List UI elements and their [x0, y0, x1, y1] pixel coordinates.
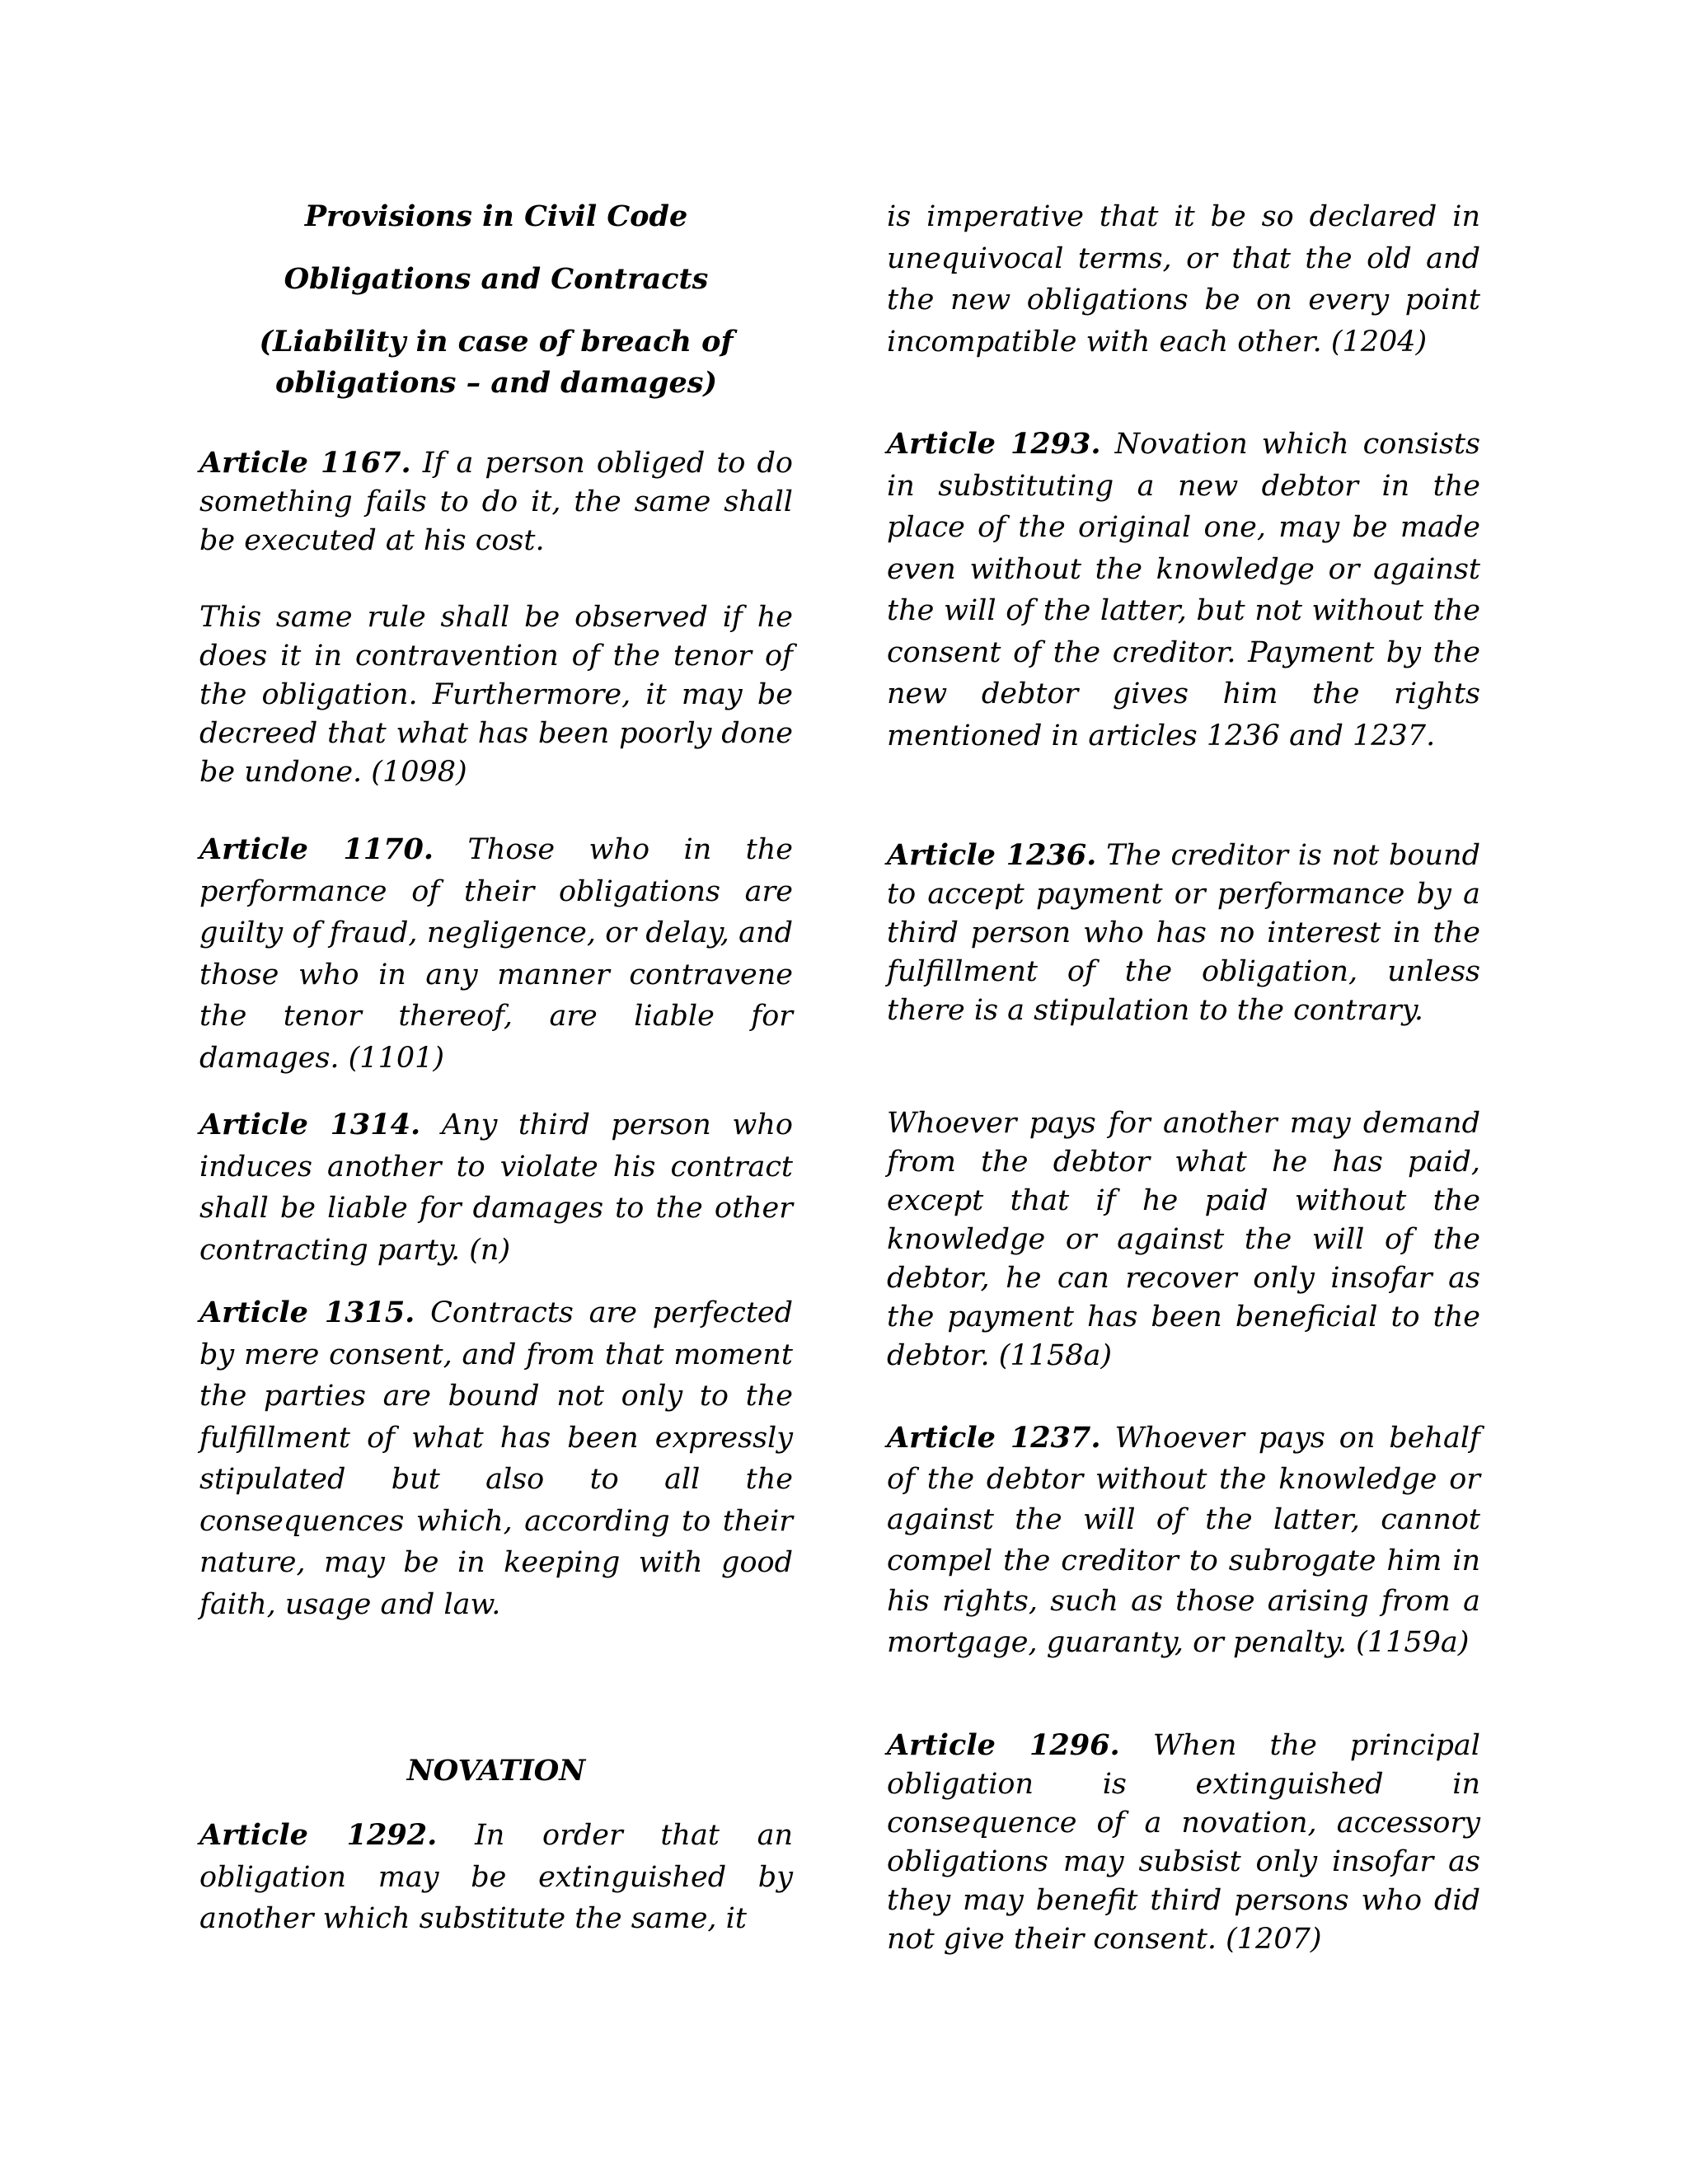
article-1292-text: In order that an obligation may be extinguished by another which substitute the same, it — [199, 1819, 793, 1935]
article-1315 — [199, 1292, 793, 1625]
document-subtitle: Obligations and Contracts — [284, 262, 709, 296]
article-1167-label: Article 1167. — [199, 446, 411, 480]
article-1292 — [199, 1815, 793, 1940]
article-1296-text: When the principal obligation is extinguished in consequence of a novation, accessory obligations may subsist only insofar as they may benefit third persons who did not give their consent. (1207) — [887, 1729, 1480, 1956]
article-1292-continued: is imperative that it be so declared in unequivocal terms, or that the old and the new obligations be on every point incompatible with each other. (1204) — [887, 200, 1480, 359]
article-1170 — [199, 829, 793, 1079]
article-1236 — [887, 836, 1480, 1030]
article-1296-label: Article 1296. — [887, 1728, 1120, 1762]
article-1170-text: Those who in the performance of their obligations are guilty of fraud, negligence, or delay, and those who in any manner contravene the tenor thereof, are liable for damages. (1101) — [199, 833, 794, 1075]
novation-heading: NOVATION — [406, 1754, 586, 1788]
article-1293 — [887, 424, 1480, 757]
article-1170-label: Article 1170. — [199, 832, 434, 866]
article-1315-text: Contracts are perfected by mere consent, and from that moment the parties are bound not only to the fulfillment of what has been expressly stipulated but also to all the consequences which, according to their nature, may be in keeping with good faith, usage and law. — [199, 1296, 793, 1621]
article-1292-label: Article 1292. — [199, 1818, 438, 1852]
article-1315-label: Article 1315. — [199, 1296, 415, 1329]
article-1314 — [199, 1104, 793, 1271]
article-1293-label: Article 1293. — [887, 427, 1101, 461]
article-1236-label: Article 1236. — [887, 838, 1097, 872]
document-scope: (Liability in case of breach of obligations – and damages) — [259, 325, 734, 400]
article-1237-text: Whoever pays on behalf of the debtor without the knowledge or against the will of the latter, cannot compel the creditor to subrogate him in his rights, such as those arising from a mortgage, guaranty, or penalty. (1159a) — [887, 1422, 1480, 1659]
article-1314-text: Any third person who induces another to violate his contract shall be liable for damages to the other contracting party. (n) — [199, 1108, 793, 1267]
article-1167-text: If a person obliged to do something fails to do it, the same shall be executed at his cost. — [199, 447, 793, 557]
article-1167-paragraph-2: This same rule shall be observed if he does it in contravention of the tenor of the obligation. Furthermore, it may be decreed that what has been poorly done be undone. (1098) — [199, 601, 793, 789]
article-1236-text: The creditor is not bound to accept payment or performance by a third person who has no interest in the fulfillment of the obligation, unless there is a stipulation to the contrary. — [887, 839, 1480, 1027]
document-title: Provisions in Civil Code — [304, 199, 688, 233]
article-1314-label: Article 1314. — [199, 1108, 421, 1141]
article-1296 — [887, 1726, 1480, 1959]
article-1236-paragraph-2: Whoever pays for another may demand from the debtor what he has paid, except that if he paid without the knowledge or against the will of the debtor, he can recover only insofar as the payment has been beneficial to the debtor. (1158a) — [887, 1107, 1480, 1372]
article-1293-text: Novation which consists in substituting a new debtor in the place of the original one, may be made even without the knowledge or against the will of the latter, but not without the consent of the creditor. Payment by the new debtor gives him the rights mentioned in articles 1236 and 1237. — [887, 428, 1480, 752]
article-1237 — [887, 1418, 1480, 1663]
article-1237-label: Article 1237. — [887, 1421, 1101, 1455]
article-1167 — [199, 443, 793, 560]
